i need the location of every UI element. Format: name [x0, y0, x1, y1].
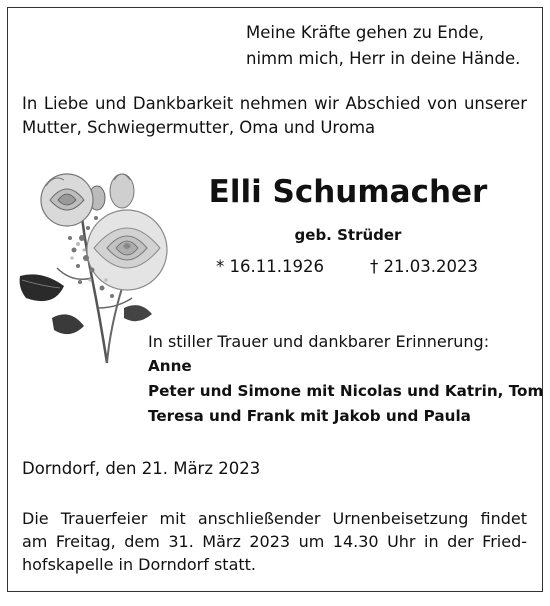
intro-line: In Liebe und Dankbarkeit nehmen wir Abschied von unserer	[22, 94, 527, 113]
service-line: Die Trauerfeier mit anschließender Urnenbeisetzung findet	[22, 509, 527, 528]
verse-line: Meine Kräfte gehen zu Ende,	[246, 23, 484, 42]
verse	[246, 20, 520, 72]
mourner-line: Anne	[148, 357, 192, 375]
death-date: † 21.03.2023	[370, 257, 478, 276]
mourners-heading: In stiller Trauer und dankbarer Erinnerung:	[148, 332, 490, 351]
obituary-notice	[7, 7, 543, 592]
mourner-line: Peter und Simone mit Nicolas und Katrin, Tom	[148, 382, 544, 400]
verse-line: nimm mich, Herr in deine Hände.	[246, 49, 521, 68]
mourner-line: Teresa und Frank mit Jakob und Paula	[148, 407, 471, 425]
service-line: hofskapelle in Dorndorf statt.	[22, 555, 257, 574]
place-date: Dorndorf, den 21. März 2023	[22, 459, 261, 478]
intro-line: Mutter, Schwiegermutter, Oma und Uroma	[22, 118, 376, 137]
maiden-name: geb. Strüder	[294, 226, 402, 244]
funeral-service-info	[22, 507, 527, 576]
deceased-name: Elli Schumacher	[208, 174, 488, 210]
mourners	[148, 329, 543, 429]
service-line: am Freitag, dem 31. März 2023 um 14.30 Uhr in der Fried-	[22, 532, 527, 551]
birth-date: * 16.11.1926	[216, 257, 324, 276]
intro-text	[22, 92, 527, 140]
life-dates	[216, 257, 478, 276]
